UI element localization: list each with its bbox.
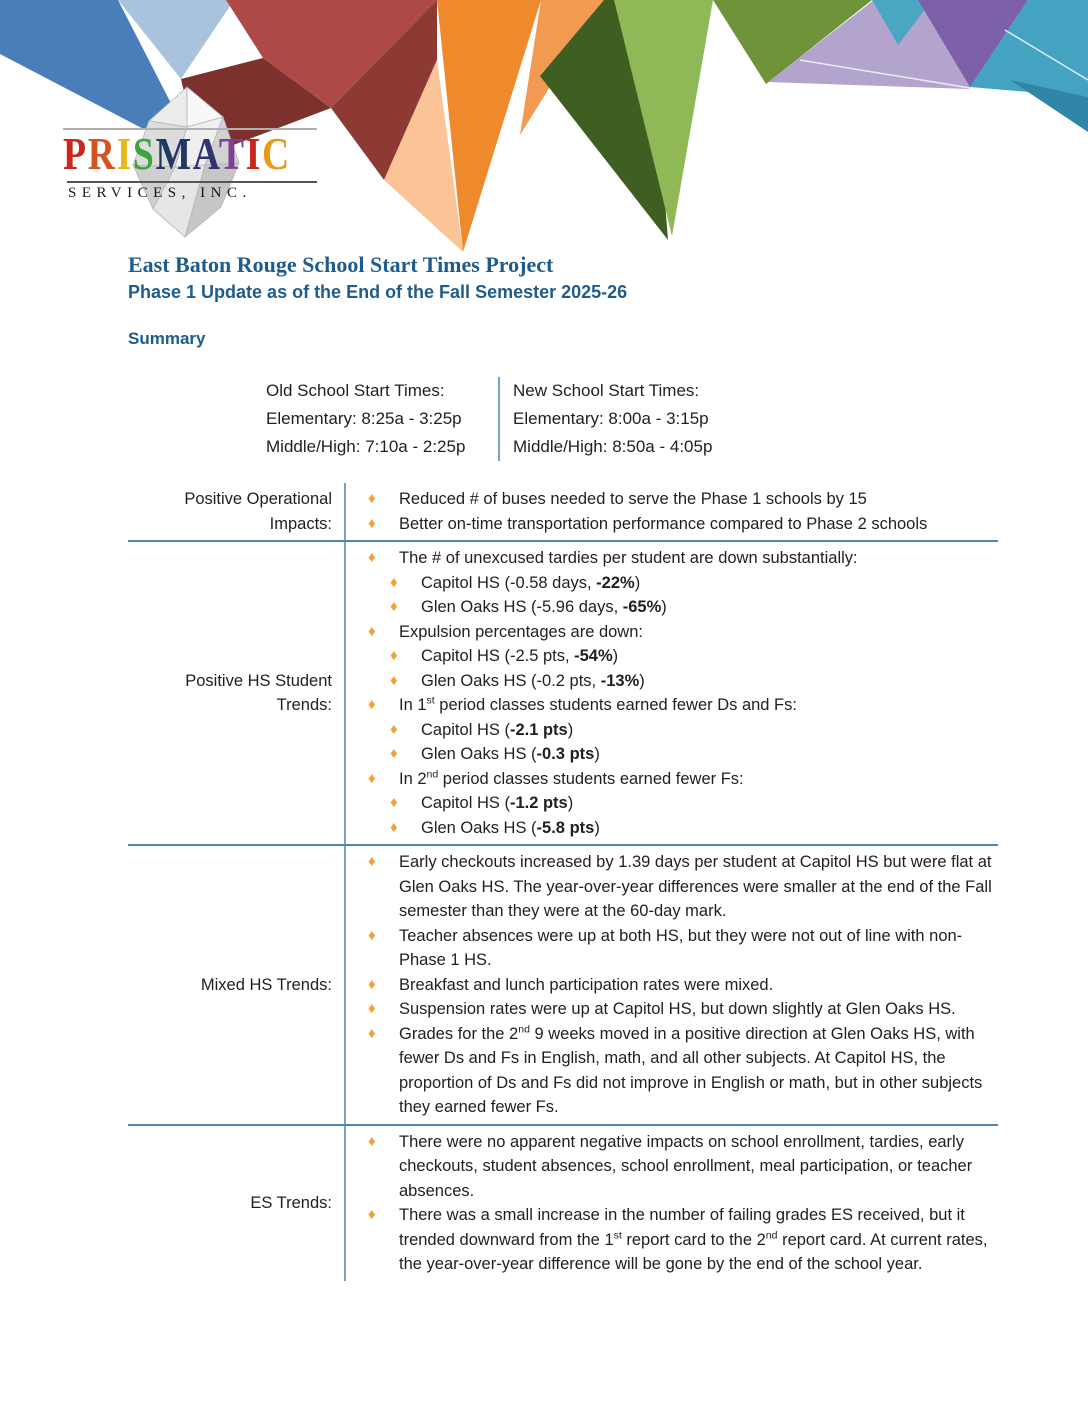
bullet-text: Capitol HS (-2.1 pts)	[421, 720, 574, 739]
bullet-text: Early checkouts increased by 1.39 days per student at Capitol HS but were flat at Glen Oaks HS. The year-over-year differences were smaller at the end of the Fall semester than they were at the 60-day mark.	[399, 853, 992, 920]
old-start-times-column	[266, 377, 500, 461]
bullet-text: Grades for the 2nd 9 weeks moved in a positive direction at Glen Oaks HS, with fewer Ds and Fs in English, math, and all other subjects. At Capitol HS, the proportion of Ds and Fs did not improve in English or math, but in other subjects they earned fewer Fs.	[399, 1023, 983, 1116]
bullet-text: The # of unexcused tardies per student are down substantially:	[399, 549, 858, 567]
bullet-item	[346, 718, 998, 743]
impact-row-label: ES Trends:	[250, 1193, 332, 1212]
bullet-item	[346, 1130, 998, 1204]
impact-row	[128, 483, 998, 542]
bullet-text: Glen Oaks HS (-5.8 pts)	[421, 818, 600, 837]
summary-impact-table	[128, 483, 998, 1281]
diamond-bullet-icon: ♦	[390, 598, 398, 615]
bullet-text: There were no apparent negative impacts on school enrollment, tardies, early checkouts, student absences, school enrollment, meal participation, or teacher absences.	[399, 1132, 973, 1200]
bullet-item	[346, 669, 998, 694]
bullet-text: Glen Oaks HS (-0.3 pts)	[421, 745, 600, 763]
company-logo	[55, 82, 345, 250]
new-times-middle-high: Middle/High: 8:50a - 4:05p	[513, 437, 713, 456]
summary-heading: Summary	[128, 329, 206, 348]
brand-letter: A	[192, 128, 219, 179]
bullet-text: Reduced # of buses needed to serve the Phase 1 schools by 15	[399, 490, 867, 508]
diamond-bullet-icon: ♦	[368, 514, 376, 532]
brand-letter: C	[261, 128, 291, 179]
impact-row	[128, 542, 998, 846]
diamond-bullet-icon: ♦	[368, 769, 376, 787]
bullet-item	[346, 620, 998, 645]
impact-row-label: Mixed HS Trends:	[200, 975, 332, 994]
bullet-item	[346, 1203, 998, 1277]
bullet-text: Teacher absences were up at both HS, but they were not out of line with non-Phase 1 HS.	[399, 926, 963, 969]
diamond-bullet-icon: ♦	[368, 1132, 376, 1150]
diamond-bullet-icon: ♦	[390, 794, 398, 811]
new-times-elementary: Elementary: 8:00a - 3:15p	[513, 409, 709, 428]
bullet-item	[346, 595, 998, 620]
bullet-text: Capitol HS (-0.58 days, -22%)	[421, 573, 641, 592]
bullet-item	[346, 791, 998, 816]
bullet-item	[346, 767, 998, 792]
bullet-item	[346, 487, 998, 512]
impact-row-content	[344, 542, 998, 844]
new-times-heading: New School Start Times:	[513, 381, 700, 400]
new-start-times-column	[500, 377, 712, 461]
impact-row-label: Positive HS Student Trends:	[185, 671, 332, 714]
bullet-text: In 2nd period classes students earned fewer Fs:	[399, 768, 744, 788]
diamond-bullet-icon: ♦	[390, 720, 398, 738]
bullet-item	[346, 850, 998, 924]
report-subtitle: Phase 1 Update as of the End of the Fall Semester 2025-26	[128, 282, 628, 302]
old-times-middle-high: Middle/High: 7:10a - 2:25p	[266, 437, 466, 456]
bullet-text: Better on-time transportation performance compared to Phase 2 schools	[399, 514, 928, 533]
diamond-bullet-icon: ♦	[390, 818, 398, 836]
brand-letter: I	[116, 128, 133, 179]
bullet-item	[346, 1022, 998, 1120]
bullet-text: Suspension rates were up at Capitol HS, but down slightly at Glen Oaks HS.	[399, 1000, 956, 1018]
bullet-text: Capitol HS (-1.2 pts)	[421, 794, 574, 812]
old-times-heading: Old School Start Times:	[266, 381, 445, 400]
brand-letter: R	[87, 128, 117, 179]
diamond-bullet-icon: ♦	[368, 490, 376, 507]
bullet-text: In 1st period classes students earned fewer Ds and Fs:	[399, 694, 797, 714]
diamond-bullet-icon: ♦	[368, 1000, 376, 1017]
diamond-bullet-icon: ♦	[368, 1206, 376, 1223]
bullet-text: There was a small increase in the number of failing grades ES received, but it trended downward from the 1st report card to the 2nd report card. At current rates, the year-over-year difference will be gone by the end of the school year.	[399, 1206, 988, 1273]
bullet-item	[346, 997, 998, 1022]
brand-prismatic	[63, 130, 291, 178]
diamond-bullet-icon: ♦	[368, 975, 376, 993]
impact-row-content	[344, 483, 998, 540]
brand-letter: T	[218, 128, 246, 179]
bullet-item	[346, 973, 998, 998]
diamond-bullet-icon: ♦	[368, 1024, 376, 1042]
start-times-table	[266, 377, 712, 461]
bullet-text: Glen Oaks HS (-0.2 pts, -13%)	[421, 671, 645, 690]
report-title: East Baton Rouge School Start Times Project	[128, 252, 554, 277]
brand-letter: I	[245, 128, 262, 179]
diamond-bullet-icon: ♦	[390, 573, 398, 591]
bullet-text: Capitol HS (-2.5 pts, -54%)	[421, 647, 619, 665]
diamond-bullet-icon: ♦	[368, 853, 376, 870]
bullet-item	[346, 816, 998, 841]
impact-row-content	[344, 1126, 998, 1281]
impact-row-label: Positive Operational Impacts:	[184, 490, 332, 533]
bullet-item	[346, 512, 998, 537]
gem-facet	[149, 87, 187, 127]
brand-letter: S	[132, 128, 156, 179]
bullet-item	[346, 644, 998, 669]
bullet-item	[346, 546, 998, 571]
diamond-bullet-icon: ♦	[368, 926, 376, 944]
old-times-elementary: Elementary: 8:25a - 3:25p	[266, 409, 462, 428]
diamond-bullet-icon: ♦	[390, 647, 398, 664]
impact-row-content	[344, 846, 998, 1124]
brand-letter: M	[155, 128, 193, 179]
bullet-item	[346, 924, 998, 973]
bullet-item	[346, 693, 998, 718]
brand-letter: P	[63, 128, 88, 179]
bullet-text: Glen Oaks HS (-5.96 days, -65%)	[421, 598, 667, 616]
bullet-item	[346, 571, 998, 596]
diamond-bullet-icon: ♦	[368, 549, 376, 566]
diamond-bullet-icon: ♦	[368, 622, 376, 640]
impact-row	[128, 1126, 998, 1281]
diamond-bullet-icon: ♦	[390, 745, 398, 762]
bullet-text: Expulsion percentages are down:	[399, 622, 643, 641]
logo-rule-bottom	[67, 181, 317, 183]
bullet-text: Breakfast and lunch participation rates were mixed.	[399, 975, 774, 994]
diamond-bullet-icon: ♦	[368, 696, 376, 713]
bullet-item	[346, 742, 998, 767]
impact-row	[128, 846, 998, 1126]
brand-subtext: SERVICES, INC.	[68, 185, 252, 201]
diamond-bullet-icon: ♦	[390, 671, 398, 689]
